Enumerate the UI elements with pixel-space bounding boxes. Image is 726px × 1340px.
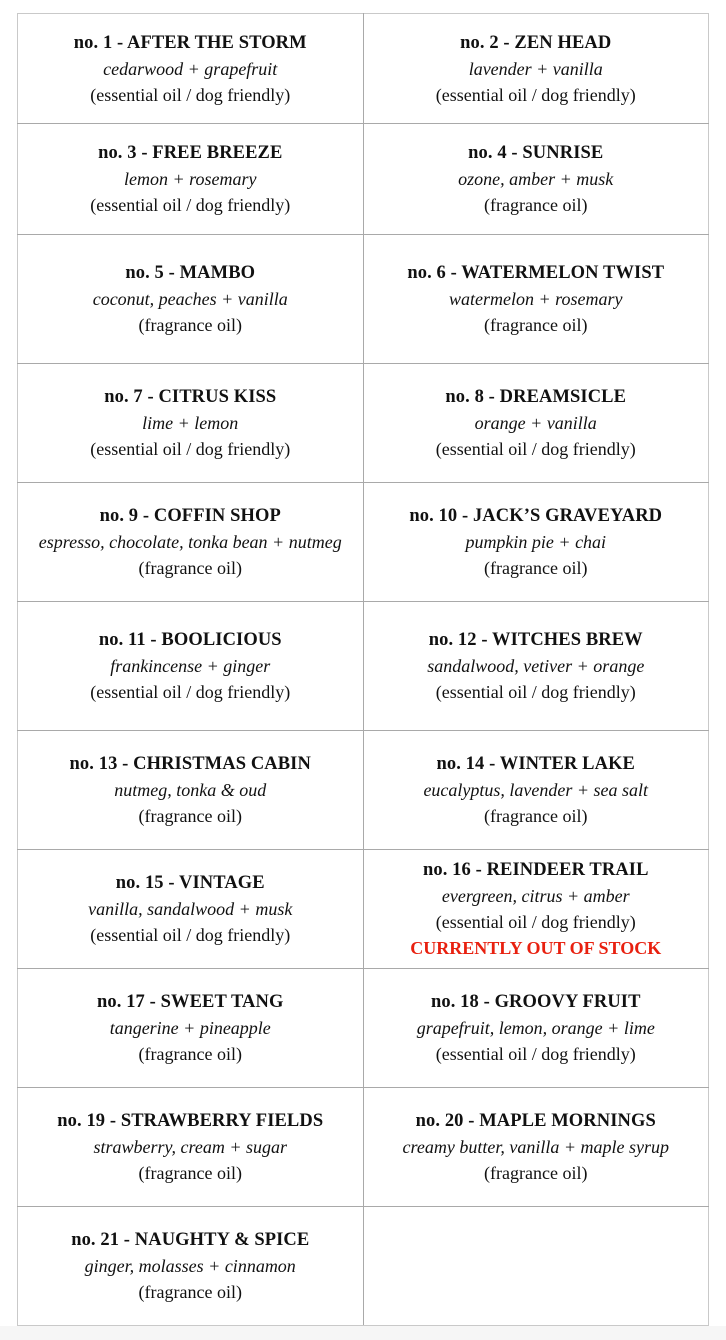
scent-row [18, 1207, 709, 1326]
scent-type: (essential oil / dog friendly) [435, 682, 636, 702]
scent-name: no. 11 - BOOLICIOUS [98, 630, 282, 650]
scent-name: no. 10 - JACK’S GRAVEYARD [409, 506, 663, 526]
scent-cell [363, 602, 709, 731]
scent-cell [363, 124, 709, 235]
scent-notes: nutmeg, tonka & oud [114, 780, 267, 800]
scent-notes: coconut, peaches + vanilla [92, 289, 288, 309]
scent-cell [363, 483, 709, 602]
scent-type: (essential oil / dog friendly) [90, 682, 291, 702]
scent-cell [363, 1088, 709, 1207]
scent-name: no. 18 - GROOVY FRUIT [430, 992, 641, 1012]
scent-row [18, 483, 709, 602]
scent-row [18, 364, 709, 483]
scent-row [18, 731, 709, 850]
scent-type: (fragrance oil) [138, 1044, 242, 1064]
scent-row [18, 1088, 709, 1207]
scent-type: (fragrance oil) [484, 1163, 588, 1183]
scent-name: no. 14 - WINTER LAKE [436, 754, 636, 774]
scent-notes: lavender + vanilla [468, 58, 603, 79]
scent-type: (essential oil / dog friendly) [90, 925, 291, 945]
scent-name: no. 13 - CHRISTMAS CABIN [69, 754, 311, 774]
scent-cell [18, 602, 364, 731]
scent-name: no. 21 - NAUGHTY & SPICE [71, 1230, 310, 1250]
scent-type: (essential oil / dog friendly) [435, 912, 636, 932]
scent-notes: ozone, amber + musk [458, 169, 614, 189]
scent-cell [363, 14, 709, 124]
scent-type: (fragrance oil) [138, 315, 242, 335]
scent-notes: orange + vanilla [474, 413, 597, 433]
scent-type: (essential oil / dog friendly) [435, 1044, 636, 1064]
scent-cell [363, 235, 709, 364]
scent-notes: evergreen, citrus + amber [441, 886, 630, 906]
scent-table [17, 13, 709, 1326]
scent-type: (fragrance oil) [484, 558, 588, 578]
scent-type: (essential oil / dog friendly) [90, 439, 291, 459]
scent-name: no. 8 - DREAMSICLE [445, 387, 627, 407]
scent-name: no. 4 - SUNRISE [468, 143, 604, 163]
scent-cell [363, 731, 709, 850]
scent-table-body [18, 14, 709, 1326]
scent-row [18, 124, 709, 235]
scent-notes: cedarwood + grapefruit [103, 58, 278, 79]
scent-notes: creamy butter, vanilla + maple syrup [402, 1137, 669, 1157]
scent-type: (fragrance oil) [484, 315, 588, 335]
scent-notes: eucalyptus, lavender + sea salt [423, 780, 649, 800]
scent-notes: sandalwood, vetiver + orange [427, 656, 645, 676]
out-of-stock-notice: CURRENTLY OUT OF STOCK [410, 938, 662, 958]
scent-type: (fragrance oil) [484, 195, 588, 215]
scent-name: no. 15 - VINTAGE [115, 873, 265, 893]
scent-type: (fragrance oil) [138, 1282, 242, 1302]
scent-cell [18, 969, 364, 1088]
scent-name: no. 12 - WITCHES BREW [428, 630, 643, 650]
scent-type: (fragrance oil) [138, 806, 242, 826]
scent-type: (essential oil / dog friendly) [90, 84, 291, 105]
scent-name: no. 9 - COFFIN SHOP [99, 506, 281, 526]
scent-name: no. 3 - FREE BREEZE [98, 143, 283, 163]
empty-cell [363, 1207, 709, 1326]
scent-row [18, 14, 709, 124]
scent-name: no. 1 - AFTER THE STORM [73, 32, 307, 53]
scent-cell [18, 850, 364, 969]
scent-cell [18, 364, 364, 483]
scent-notes: lime + lemon [142, 413, 239, 433]
scent-cell [363, 850, 709, 969]
scent-row [18, 850, 709, 969]
scent-row [18, 235, 709, 364]
scent-type: (fragrance oil) [138, 1163, 242, 1183]
scent-cell [18, 1207, 364, 1326]
scent-cell [363, 969, 709, 1088]
scent-cell [363, 364, 709, 483]
scent-name: no. 16 - REINDEER TRAIL [422, 860, 649, 880]
page-bottom-strip [0, 1326, 726, 1340]
scent-cell [18, 235, 364, 364]
scent-type: (fragrance oil) [138, 558, 242, 578]
scent-type: (essential oil / dog friendly) [435, 84, 636, 105]
scent-name: no. 2 - ZEN HEAD [460, 32, 612, 53]
scent-cell [18, 14, 364, 124]
scent-notes: tangerine + pineapple [109, 1018, 271, 1038]
scent-name: no. 19 - STRAWBERRY FIELDS [57, 1111, 324, 1131]
scent-cell [18, 731, 364, 850]
scent-name: no. 17 - SWEET TANG [97, 992, 284, 1012]
scent-notes: watermelon + rosemary [449, 289, 623, 309]
scent-name: no. 7 - CITRUS KISS [104, 387, 277, 407]
scent-name: no. 20 - MAPLE MORNINGS [415, 1111, 656, 1131]
scent-name: no. 6 - WATERMELON TWIST [407, 263, 665, 283]
scent-notes: vanilla, sandalwood + musk [88, 899, 293, 919]
scent-notes: strawberry, cream + sugar [93, 1137, 287, 1157]
scent-notes: pumpkin pie + chai [465, 532, 607, 552]
scent-cell [18, 483, 364, 602]
scent-type: (essential oil / dog friendly) [435, 439, 636, 459]
scent-notes: lemon + rosemary [124, 169, 257, 189]
scent-cell [18, 1088, 364, 1207]
scent-row [18, 602, 709, 731]
scent-name: no. 5 - MAMBO [125, 263, 256, 283]
scent-type: (essential oil / dog friendly) [90, 195, 291, 215]
scent-notes: frankincense + ginger [110, 656, 271, 676]
scent-notes: ginger, molasses + cinnamon [84, 1256, 296, 1276]
scent-row [18, 969, 709, 1088]
scent-notes: espresso, chocolate, tonka bean + nutmeg [38, 532, 342, 552]
scent-type: (fragrance oil) [484, 806, 588, 826]
scent-cell [18, 124, 364, 235]
scent-notes: grapefruit, lemon, orange + lime [416, 1018, 655, 1038]
